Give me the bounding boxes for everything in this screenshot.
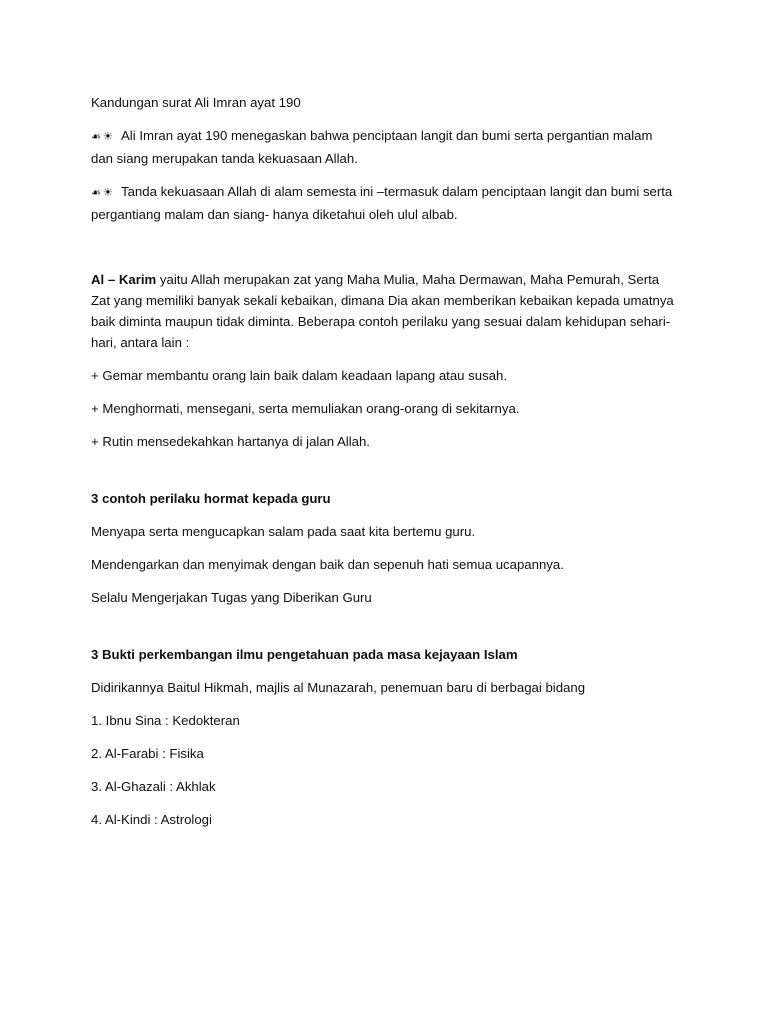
paragraph-2 [91,181,678,225]
guru-item: Selalu Mengerjakan Tugas yang Diberikan Guru [91,590,372,605]
behavior-item: + Menghormati, mensegani, serta memuliakan orang-orang di sekitarnya. [91,401,520,416]
guru-item: Menyapa serta mengucapkan salam pada saat kita bertemu guru. [91,524,476,539]
scholar-item: 3. Al-Ghazali : Akhlak [91,779,216,794]
heading-ali-imran: Kandungan surat Ali Imran ayat 190 [91,95,301,110]
al-karim-term: Al – Karim [91,272,157,287]
spacer [91,237,678,269]
heading-islam: 3 Bukti perkembangan ilmu pengetahuan pada masa kejayaan Islam [91,647,518,662]
guru-item: Mendengarkan dan menyimak dengan baik dan sepenuh hati semua ucapannya. [91,557,564,572]
spacer [91,620,678,644]
paragraph-1 [91,125,678,169]
scholar-item: 2. Al-Farabi : Fisika [91,746,204,761]
spacer [91,464,678,488]
paragraph-2-text: Tanda kekuasaan Allah di alam semesta ini –termasuk dalam penciptaan langit dan bumi serta pergantiang malam dan siang- hanya diketahui oleh ulul albab. [91,184,673,222]
al-karim-text: yaitu Allah merupakan zat yang Maha Mulia, Maha Dermawan, Maha Pemurah, Serta Zat yang memiliki banyak sekali kebaikan, dimana Dia akan memberikan kebaikan kepada umatnya baik diminta maupun tidak diminta. Beberapa contoh perilaku yang sesuai dalam kehidupan sehari-hari, antara lain : [91,272,674,350]
behavior-item: + Gemar membantu orang lain baik dalam keadaan lapang atau susah. [91,368,508,383]
paragraph-1-text: Ali Imran ayat 190 menegaskan bahwa penciptaan langit dan bumi serta pergantian malam dan siang merupakan tanda kekuasaan Allah. [91,128,653,166]
heading-guru: 3 contoh perilaku hormat kepada guru [91,491,331,506]
al-karim-paragraph [91,269,678,353]
islam-intro: Didirikannya Baitul Hikmah, majlis al Munazarah, penemuan baru di berbagai bidang [91,680,586,695]
ornament-bullet-icon: ☙☀ [91,187,115,199]
scholar-item: 4. Al-Kindi : Astrologi [91,812,212,827]
behavior-item: + Rutin mensedekahkan hartanya di jalan Allah. [91,434,370,449]
scholar-item: 1. Ibnu Sina : Kedokteran [91,713,240,728]
ornament-bullet-icon: ☙☀ [91,131,115,143]
